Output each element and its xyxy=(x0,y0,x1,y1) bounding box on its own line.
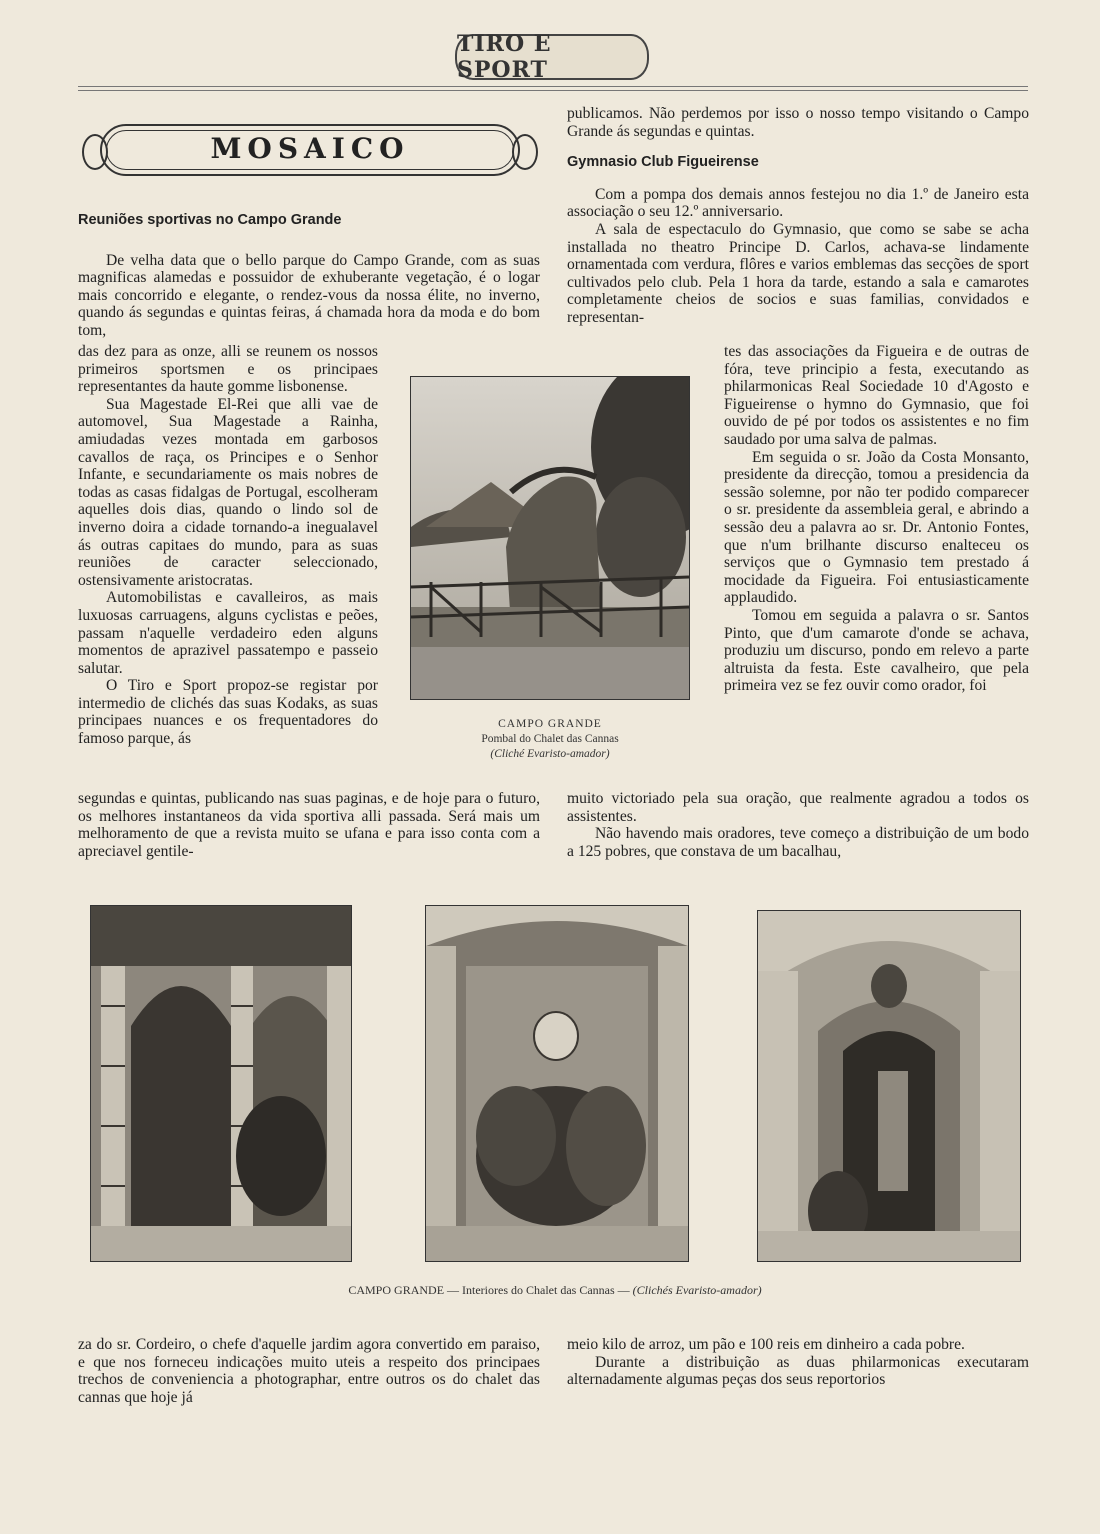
bottom-right-paragraph-1: meio kilo de arroz, um pão e 100 reis em dinheiro a cada pobre. xyxy=(567,1336,965,1353)
right-paragraph-3: Não havendo mais oradores, teve começo a distribuição de um bodo a 125 pobres, que constava de um bacalhau, xyxy=(567,825,1029,860)
masthead-logo xyxy=(455,31,649,83)
photo-pombal-caption xyxy=(440,717,660,762)
right-paragraph-2: A sala de espectaculo do Gymnasio, que como se sabe se acha installada no theatro Principe D. Carlos, achava-se lindamente ornamentada com verdura, flôres e varios emblemas das secções de sport cultivados pelo club. Pela 1 hora da tarde, estando a sala e camarotes completamente cheios de socios e suas familias, convidados e representan- xyxy=(567,220,1029,326)
section-title-frame xyxy=(80,120,540,180)
left-paragraph-1: De velha data que o bello parque do Campo Grande, com as suas magnificas alamedas e possuidor de exhuberante vegetação, é o logar mais concorrido e elegante, o rendez-vous da nossa élite, no inverno, quando ás segundas e quintas feiras, á chamada hora da moda e do bom tom, xyxy=(78,251,540,339)
right-paragraph-end: muito victoriado pela sua oração, que realmente agradou a todos os assistentes. xyxy=(567,790,1029,825)
bottom-right-column xyxy=(567,1336,1029,1389)
bottom-right-paragraph-2: Durante a distribuição as duas philarmonicas executaram alternadamente algumas peças dos seus reportorios xyxy=(567,1353,1029,1389)
left-narrow-4: O Tiro e Sport propoz-se registar por intermedio de clichés das suas Kodaks, as suas principaes nuances e os frequentadores do famoso parque, ás xyxy=(78,677,378,748)
right-narrow-3: Tomou em seguida a palavra o sr. Santos Pinto, que d'um camarote d'onde se achava, produziu um discurso, pondo em relevo a parte altruista da festa. Este cavalheiro, que pela primeira vez se fez ouvir como orador, foi xyxy=(724,606,1029,695)
left-narrow-1: das dez para as onze, alli se reunem os nossos primeiros sportsmen e os principaes representantes da haute gomme lisbonense. xyxy=(78,343,378,396)
right-paragraph-1: Com a pompa dos demais annos festejou no dia 1.º de Janeiro esta associação o seu 12.º anniversario. xyxy=(567,185,1029,221)
right-column-top xyxy=(567,105,1029,327)
left-column-top xyxy=(78,212,540,340)
left-narrow-3: Automobilistas e cavalleiros, as mais luxuosas carruagens, alguns cyclistas e peões, passam n'aquelle verdadeiro eden alguns momentos de aprazivel passatempo e passeio salutar. xyxy=(78,589,378,677)
photo-pombal xyxy=(410,376,690,700)
photo-interior-3-image xyxy=(758,911,1020,1261)
photo-interior-1-image xyxy=(91,906,351,1261)
top-rule-2 xyxy=(78,90,1028,91)
left-column-narrow xyxy=(78,343,378,748)
right-column-end xyxy=(567,790,1029,860)
left-column-end xyxy=(78,790,540,860)
bottom-caption-main: CAMPO GRANDE — Interiores do Chalet das Cannas — xyxy=(348,1283,630,1297)
left-heading: Reuniões sportivas no Campo Grande xyxy=(78,212,342,228)
right-column-narrow xyxy=(724,343,1029,695)
photo-pombal-image xyxy=(411,377,689,699)
bottom-left-paragraph: za do sr. Cordeiro, o chefe d'aquelle jardim agora convertido em paraiso, e que nos forneceu indicações muito uteis a respeito dos principaes trechos de conveniencia a photographar, entre outros os do chalet das cannas que hoje já xyxy=(78,1336,540,1406)
bottom-caption-credit: (Clichés Evaristo-amador) xyxy=(632,1283,762,1297)
right-narrow-2: Em seguida o sr. João da Costa Monsanto, presidente da direcção, tomou a presidencia da sessão solemne, por não ter podido comparecer o sr. presidente da assembleia geral, e abrindo a sessão deu a palavra ao sr. Dr. Antonio Fontes, que n'um brilhante discurso enalteceu os serviços que o Gymnasio tem prestado á mocidade da Figueira. Foi entusiasticamente applaudido. xyxy=(724,448,1029,607)
photo-interior-2-image xyxy=(426,906,688,1261)
photo-interior-1 xyxy=(90,905,352,1262)
bottom-left-column xyxy=(78,1336,540,1406)
section-title: MOSAICO xyxy=(210,132,410,165)
left-paragraph-end: segundas e quintas, publicando nas suas paginas, e de hoje para o futuro, os melhores instantaneos da vida sportiva alli passada. Será mais um melhoramento de que a revista muito se ufana e para isso conta com a apreciavel gentile- xyxy=(78,790,540,860)
left-narrow-2: Sua Magestade El-Rei que alli vae de automovel, Sua Magestade a Rainha, amiudadas vezes montada em garbosos cavallos de raça, os Principes e o Senhor Infante, e secundariamente os mais nobres de todas as casas fidalgas de Portugal, escolheram aquelles dois dias, quando o lindo sol de inverno doira a cidade tornando-a inegualavel ás outras capitaes do mundo, para as suas reuniões de caracter seleccionado, ostensivamente aristocratas. xyxy=(78,395,378,589)
right-paragraph-0: publicamos. Não perdemos por isso o nosso tempo visitando o Campo Grande ás segundas e quintas. xyxy=(567,105,1029,140)
right-heading: Gymnasio Club Figueirense xyxy=(567,154,759,171)
caption-place: CAMPO GRANDE xyxy=(498,718,602,730)
top-rule xyxy=(78,86,1028,87)
photo-interior-3 xyxy=(757,910,1021,1262)
photo-interior-2 xyxy=(425,905,689,1262)
right-narrow-1: tes das associações da Figueira e de outras de fóra, teve principio a festa, executando as philarmonicas Real Sociedade 10 d'Agosto e Figueirense o hymno do Gymnasio, que foi ouvido de pé por todos os assistentes e no fim saudado por uma salva de palmas. xyxy=(724,343,1029,448)
bottom-photos-caption xyxy=(250,1283,860,1298)
masthead-logo-text: TIRO E SPORT xyxy=(457,31,552,83)
caption-subject: Pombal do Chalet das Cannas xyxy=(481,733,619,745)
caption-credit: (Cliché Evaristo-amador) xyxy=(490,748,610,760)
